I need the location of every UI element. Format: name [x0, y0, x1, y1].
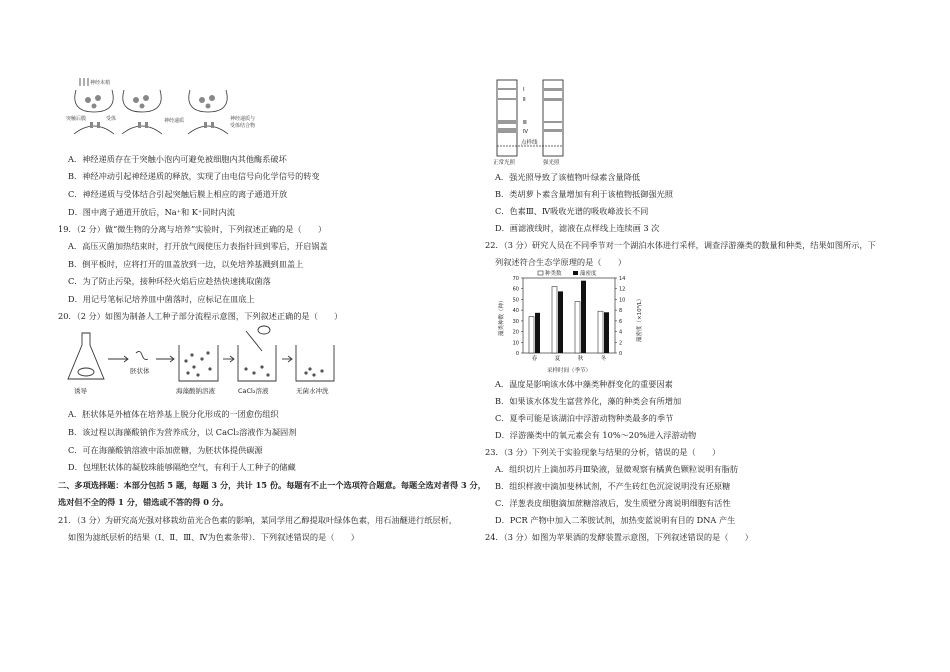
band-iii: Ⅲ — [523, 120, 527, 126]
q23-option-d: D．PCR 产物中加入二苯胺试剂，加热变蓝说明有目的 DNA 产生 — [495, 515, 736, 525]
q23-option-c: C．洋葱表皮细胞滴加蔗糖溶液后，发生质壁分离说明细胞有活性 — [495, 498, 731, 508]
q19-option-c: C．为了防止污染，接种环经火焰后应趁热快速挑取菌落 — [68, 276, 271, 286]
q20-label-rinse: 无菌水冲洗 — [296, 387, 329, 395]
q20-label-cacl2: CaCl₂溶液 — [238, 387, 269, 395]
chart-ylabel-left: 藻类种数（种） — [499, 297, 505, 336]
y-tick-label-right: 10 — [619, 297, 626, 304]
y-tick-label-right: 8 — [619, 308, 623, 315]
q21-option-c: C．色素Ⅲ、Ⅳ吸收光谱的吸收峰波长不同 — [495, 206, 649, 216]
q19-option-d: D．用记号笔标记培养皿中菌落时，应标记在皿底上 — [68, 294, 255, 304]
band-ii: Ⅱ — [523, 97, 526, 103]
label-complex-1: 神经递质与 — [230, 116, 256, 122]
x-tick-label: 冬 — [600, 356, 607, 362]
y-tick-label-left: 10 — [512, 340, 519, 347]
q21-option-b: B．类胡萝卜素含量增加有利于该植物抵御强光照 — [495, 189, 673, 199]
q18-option-d: D．图中离子通道开放后，Na⁺和 K⁺同时内流 — [68, 207, 235, 217]
x-tick-label: 秋 — [577, 356, 584, 362]
q19-option-a: A．高压灭菌加热结束时，打开放气阀使压力表指针回到零后，开启锅盖 — [68, 241, 328, 251]
q20-label-induce: 诱导 — [74, 387, 87, 395]
q22-option-b: B．如果该水体发生富营养化，藻的种类会有所增加 — [495, 396, 682, 406]
band-iv: Ⅳ — [523, 129, 529, 135]
q18-option-c: C．神经递质与受体结合引起突触后膜上相应的离子通道开放 — [68, 189, 288, 199]
y-tick-label-left: 0 — [515, 351, 519, 357]
y-tick-label-left: 20 — [512, 329, 519, 336]
q23-option-a: A．组织切片上滴加苏丹Ⅲ染液，显微观察有橘黄色颗粒说明有脂肪 — [495, 464, 739, 474]
label-receptor: 受体 — [106, 116, 117, 122]
q22-option-c: C．夏季可能是该湖泊中浮游动物种类最多的季节 — [495, 413, 674, 423]
q22-option-a: A．温度是影响该水体中藻类种群变化的重要因素 — [495, 379, 673, 389]
band-i: Ⅰ — [523, 87, 525, 93]
bar-density — [604, 312, 609, 353]
q18-option-a: A．神经递质存在于突触小泡内可避免被细胞内其他酶系破坏 — [68, 154, 287, 164]
y-tick-label-left: 30 — [512, 318, 519, 325]
bar-species — [552, 287, 557, 353]
q18-option-b: B．神经冲动引起神经递质的释放，实现了由电信号向化学信号的转变 — [68, 171, 320, 181]
y-tick-label-left: 60 — [512, 286, 519, 293]
y-tick-label-left: 50 — [512, 297, 519, 304]
q19-stem: 19．（2 分）做“微生物的分离与培养”实验时，下列叙述正确的是（ ） — [58, 224, 327, 234]
q20-option-d: D．包埋胚状体的凝胶珠能够隔绝空气，有利于人工种子的储藏 — [68, 462, 296, 472]
algae-season-chart — [495, 268, 645, 376]
artificial-seed-figure — [66, 325, 351, 400]
q20-option-c: C．可在海藻酸钠溶液中添加蔗糖，为胚状体提供碳源 — [68, 445, 263, 455]
y-tick-label-right: 2 — [619, 340, 623, 347]
chart-ylabel-right: 藻密度（×10⁸/L） — [637, 295, 643, 342]
legend-species: 种类数 — [545, 271, 562, 277]
y-tick-label-left: 70 — [512, 276, 519, 282]
label-origin: 点样线 — [521, 140, 538, 146]
y-tick-label-right: 12 — [619, 286, 626, 293]
right-column — [475, 0, 950, 672]
q21-stem-1: 21．（3 分）为研究高光强对移栽幼苗光合色素的影响，某同学用乙醇提取叶绿体色素，用石油醚进行纸层析， — [58, 515, 457, 525]
q19-option-b: B．倒平板时，应将打开的皿盖放到一边，以免培养基溅到皿盖上 — [68, 259, 304, 269]
label-strong-light: 强光照 — [543, 160, 560, 166]
label-postsyn: 突触后膜 — [66, 116, 87, 122]
q20-label-embryo: 胚状体 — [130, 367, 150, 375]
x-tick-label: 夏 — [554, 356, 561, 362]
section2-line1: 二、多项选择题：本部分包括 5 题，每题 3 分，共计 15 份。每题有不止一个选项符合题意。每题全选对者得 3 分， — [58, 480, 486, 490]
chromatography-figure — [493, 76, 603, 166]
bar-density — [535, 313, 540, 353]
bar-species — [529, 317, 534, 353]
section2-line2: 选对但不全的得 1 分，错选或不答的得 0 分。 — [58, 497, 229, 507]
x-tick-label: 春 — [531, 356, 538, 362]
q20-option-b: B．该过程以海藻酸钠作为营养成分，以 CaCl₂溶液作为凝固剂 — [68, 427, 297, 437]
y-tick-label-right: 4 — [619, 329, 623, 336]
y-tick-label-right: 0 — [619, 351, 623, 357]
q21-option-a: A．强光照导致了该植物叶绿素含量降低 — [495, 172, 641, 182]
q21-stem-2: 如图为滤纸层析的结果（Ⅰ、Ⅱ、Ⅲ、Ⅳ为色素条带）．下列叙述错误的是（ ） — [68, 532, 359, 542]
q24-stem: 24．（3 分）如图为苹果酒的发酵装置示意图，下列叙述错误的是（ ） — [485, 532, 753, 542]
q20-option-a: A．胚状体是外植体在培养基上脱分化形成的一团愈伤组织 — [68, 409, 279, 419]
bar-species — [575, 302, 580, 353]
q20-label-alginate: 海藻酸钠溶液 — [176, 387, 215, 395]
q23-option-b: B．组织样液中滴加斐林试剂，不产生砖红色沉淀说明没有还原糖 — [495, 481, 731, 491]
label-complex-2: 受体结合物 — [230, 123, 256, 129]
synapse-figure — [66, 76, 266, 138]
q21-option-d: D．画滤液线时，滤液在点样线上连续画 3 次 — [495, 223, 660, 233]
y-tick-label-left: 40 — [512, 308, 519, 315]
label-normal-light: 正常光照 — [493, 160, 516, 166]
q22-stem-1: 22．（3 分）研究人员在不同季节对一个湖泊水体进行采样，调查浮游藻类的数量和种类，结果如图所示，下 — [485, 240, 876, 250]
bar-species — [598, 311, 603, 353]
label-axon: 神经末梢 — [90, 80, 111, 86]
q22-stem-2: 列叙述符合生态学原理的是（ ） — [495, 257, 627, 267]
chart-xlabel: 采样时间（季节） — [547, 368, 592, 374]
y-tick-label-right: 14 — [619, 276, 626, 282]
q22-option-d: D．浮游藻类中的氧元素会有 10%～20%进入浮游动物 — [495, 430, 697, 440]
bar-density — [558, 291, 563, 353]
y-tick-label-right: 6 — [619, 318, 623, 325]
q20-stem: 20．（2 分）如图为制备人工种子部分流程示意图，下列叙述正确的是（ ） — [58, 311, 343, 321]
label-nt: 神经递质 — [164, 118, 185, 124]
q23-stem: 23．（3 分）下列关于实验现象与结果的分析，错误的是（ ） — [485, 447, 721, 457]
bar-density — [581, 281, 586, 353]
legend-density: 藻密度 — [580, 271, 597, 277]
